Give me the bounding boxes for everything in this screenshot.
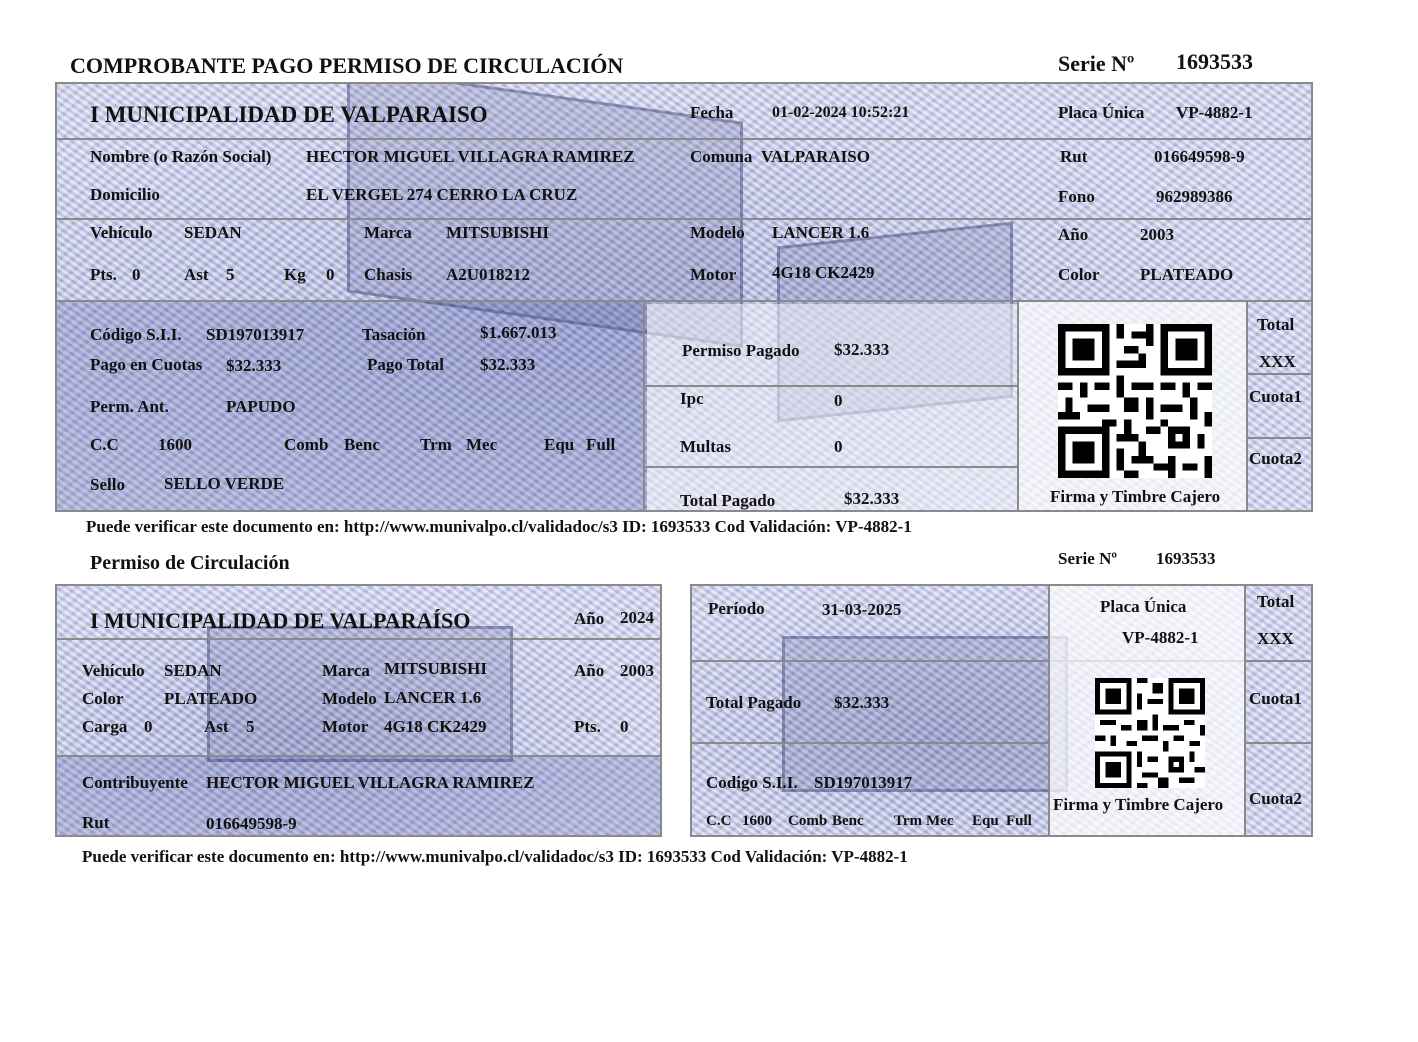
permit-color-label: Color <box>82 689 124 708</box>
modelo-value: LANCER 1.6 <box>772 223 870 242</box>
marca-value: MITSUBISHI <box>446 223 549 242</box>
perm-ant-label: Perm. Ant. <box>90 397 169 416</box>
chasis-value: A2U018212 <box>446 265 531 284</box>
comb-value: Benc <box>344 435 380 454</box>
anio-label: Año <box>1058 225 1089 244</box>
cc-value: 1600 <box>158 435 192 454</box>
pago-cuotas-label: Pago en Cuotas <box>90 355 203 374</box>
periodo-value: 31-03-2025 <box>822 600 902 619</box>
qr-code-icon <box>1058 324 1212 478</box>
comuna-value: VALPARAISO <box>761 147 870 166</box>
domicilio-label: Domicilio <box>90 185 160 204</box>
serie-value: 1693533 <box>1176 49 1253 74</box>
equ-value: Full <box>586 435 616 454</box>
modelo-label: Modelo <box>690 223 745 242</box>
municipality-name: I MUNICIPALIDAD DE VALPARAISO <box>90 102 488 127</box>
kg-value: 0 <box>326 265 335 284</box>
anio-value: 2003 <box>1140 225 1174 244</box>
total-pagado-label: Total Pagado <box>680 491 776 510</box>
tasacion-value: $1.667.013 <box>480 323 557 342</box>
serie-label: Serie Nº <box>1058 51 1135 76</box>
placa-value: VP-4882-1 <box>1176 103 1253 122</box>
trm-label: Trm <box>420 435 452 454</box>
permit-motor-label: Motor <box>322 717 369 736</box>
total-label: Total <box>1257 315 1295 334</box>
sello-value: SELLO VERDE <box>164 474 285 493</box>
pts-label: Pts. <box>90 265 117 284</box>
permit-rut-label: Rut <box>82 813 110 832</box>
motor-label: Motor <box>690 265 737 284</box>
permit-firma-label: Firma y Timbre Cajero <box>1053 795 1224 814</box>
pago-cuotas-value: $32.333 <box>226 356 282 375</box>
fono-value: 962989386 <box>1156 187 1233 206</box>
motor-value: 4G18 CK2429 <box>772 263 875 282</box>
permit-contribuyente-value: HECTOR MIGUEL VILLAGRA RAMIREZ <box>206 773 535 792</box>
codigo-sii-label: Código S.I.I. <box>90 325 182 344</box>
permit-equ-value: Full <box>1006 813 1032 829</box>
perm-ant-value: PAPUDO <box>226 397 296 416</box>
permit-carga-label: Carga <box>82 717 128 736</box>
color-value: PLATEADO <box>1140 265 1234 284</box>
permit-pts-value: 0 <box>620 717 629 736</box>
fecha-value: 01-02-2024 10:52:21 <box>772 104 910 121</box>
permit-motor-value: 4G18 CK2429 <box>384 717 487 736</box>
permit-color-value: PLATEADO <box>164 689 258 708</box>
ipc-value: 0 <box>834 391 843 410</box>
permit-cc-value: 1600 <box>742 813 772 829</box>
permit-marca-label: Marca <box>322 661 370 680</box>
permit-total-value: XXX <box>1257 629 1294 648</box>
permit-title: Permiso de Circulación <box>90 552 290 574</box>
permit-modelo-label: Modelo <box>322 689 377 708</box>
domicilio-value: EL VERGEL 274 CERRO LA CRUZ <box>306 185 578 204</box>
ast-label: Ast <box>184 265 209 284</box>
permit-comb-label: Comb <box>788 813 828 829</box>
permit-contribuyente-label: Contribuyente <box>82 773 188 792</box>
permit-marca-value: MITSUBISHI <box>384 659 487 678</box>
pago-total-label: Pago Total <box>367 355 444 374</box>
permit-equ-label: Equ <box>972 813 999 829</box>
rut-label: Rut <box>1060 147 1088 166</box>
verify-text-permit: Puede verificar este documento en: http://www.munivalpo.cl/validadoc/s3 ID: 1693533 Cod Validación: VP-4882-1 <box>82 847 908 866</box>
vehiculo-label: Vehículo <box>90 223 153 242</box>
permit-municipality-name: I MUNICIPALIDAD DE VALPARAÍSO <box>90 608 471 633</box>
permit-codigo-sii-label: Codigo S.I.I. <box>706 773 798 792</box>
nombre-label: Nombre (o Razón Social) <box>90 147 272 166</box>
permit-vehiculo-label: Vehículo <box>82 661 145 680</box>
cc-label: C.C <box>90 435 119 454</box>
permit-total-pagado-value: $32.333 <box>834 693 890 712</box>
color-label: Color <box>1058 265 1100 284</box>
periodo-label: Período <box>708 599 765 618</box>
trm-value: Mec <box>466 435 498 454</box>
permit-cuota2-label: Cuota2 <box>1249 789 1302 808</box>
permit-serie-label: Serie Nº <box>1058 549 1117 568</box>
permit-comb-value: Benc <box>832 813 864 829</box>
comb-label: Comb <box>284 435 329 454</box>
firma-label: Firma y Timbre Cajero <box>1050 487 1221 506</box>
permit-total-pagado-label: Total Pagado <box>706 693 802 712</box>
tasacion-label: Tasación <box>362 325 426 344</box>
cuota1-label: Cuota1 <box>1249 387 1302 406</box>
permit-codigo-sii-value: SD197013917 <box>814 773 913 792</box>
pts-value: 0 <box>132 265 141 284</box>
verify-text: Puede verificar este documento en: http://www.munivalpo.cl/validadoc/s3 ID: 1693533 Cod Validación: VP-4882-1 <box>86 517 912 536</box>
document-title: COMPROBANTE PAGO PERMISO DE CIRCULACIÓN <box>70 53 624 78</box>
permit-cc-label: C.C <box>706 813 732 829</box>
ipc-label: Ipc <box>680 389 704 408</box>
marca-label: Marca <box>364 223 412 242</box>
cuota2-label: Cuota2 <box>1249 449 1302 468</box>
fecha-label: Fecha <box>690 103 734 122</box>
permit-serie-value: 1693533 <box>1156 549 1216 568</box>
placa-label: Placa Única <box>1058 103 1145 122</box>
permit-total-label: Total <box>1257 592 1295 611</box>
pago-total-value: $32.333 <box>480 355 536 374</box>
permit-vehiculo-value: SEDAN <box>164 661 222 680</box>
permit-carga-value: 0 <box>144 717 153 736</box>
permit-trm-value: Mec <box>926 813 954 829</box>
permit-pts-label: Pts. <box>574 717 601 736</box>
kg-label: Kg <box>284 265 306 284</box>
fono-label: Fono <box>1058 187 1095 206</box>
permit-ast-value: 5 <box>246 717 255 736</box>
rut-value: 016649598-9 <box>1154 147 1245 166</box>
permit-anio-label: Año <box>574 609 605 628</box>
permit-ast-label: Ast <box>204 717 229 736</box>
vehiculo-value: SEDAN <box>184 223 242 242</box>
multas-label: Multas <box>680 437 731 456</box>
equ-label: Equ <box>544 435 575 454</box>
permit-anio-veh-label: Año <box>574 661 605 680</box>
permiso-pagado-label: Permiso Pagado <box>682 341 800 360</box>
chasis-label: Chasis <box>364 265 413 284</box>
nombre-value: HECTOR MIGUEL VILLAGRA RAMIREZ <box>306 147 635 166</box>
comuna-label: Comuna <box>690 147 753 166</box>
multas-value: 0 <box>834 437 843 456</box>
sello-label: Sello <box>90 475 125 494</box>
permit-rut-value: 016649598-9 <box>206 814 297 833</box>
total-value: XXX <box>1259 352 1296 371</box>
permiso-pagado-value: $32.333 <box>834 340 890 359</box>
permit-trm-label: Trm <box>894 813 923 829</box>
permit-modelo-value: LANCER 1.6 <box>384 688 482 707</box>
permit-qr-code-icon <box>1095 678 1205 788</box>
permit-anio-value: 2024 <box>620 608 654 627</box>
permit-placa-value: VP-4882-1 <box>1122 628 1199 647</box>
permit-anio-veh-value: 2003 <box>620 661 654 680</box>
permit-placa-label: Placa Única <box>1100 597 1187 616</box>
codigo-sii-value: SD197013917 <box>206 325 305 344</box>
permit-cuota1-label: Cuota1 <box>1249 689 1302 708</box>
total-pagado-value: $32.333 <box>844 489 900 508</box>
ast-value: 5 <box>226 265 235 284</box>
